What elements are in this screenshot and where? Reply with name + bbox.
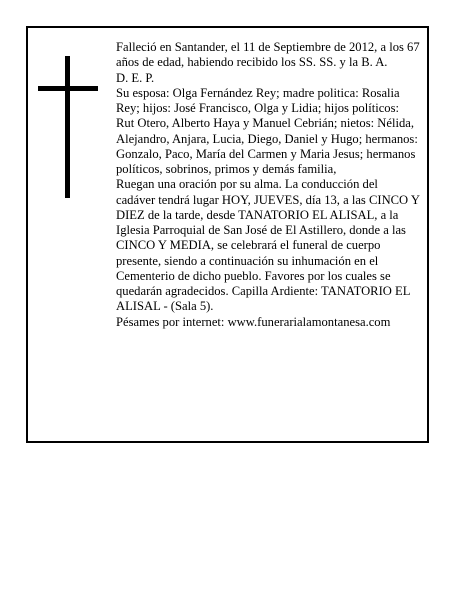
cross-vertical-bar <box>65 56 70 198</box>
cross-icon <box>38 56 98 198</box>
family-list: Su esposa: Olga Fernández Rey; madre politica: Rosalia Rey; hijos: José Francisco, Olga y Lidia; hijos políticos: Rut Otero, Alberto Haya y Manuel Cebrián; nietos: Nélida, Alejandro, Anjara, Lucia, Diego, Daniel y Hugo; hermanos: Gonzalo, Paco, María del Carmen y Maria Jesus; hermanos políticos, sobrinos, primos y demás familia, <box>116 85 418 176</box>
death-announcement: Falleció en Santander, el 11 de Septiembre de 2012, a los 67 años de edad, habiendo recibido los SS. SS. y la B. A. <box>116 40 420 70</box>
obituary-notice <box>26 26 429 443</box>
notice-text <box>116 40 420 330</box>
cross-horizontal-bar <box>38 86 98 91</box>
condolences-line: Pésames por internet: www.funerarialamontanesa.com <box>116 314 391 329</box>
rip-line: D. E. P. <box>116 70 155 85</box>
funeral-details: Ruegan una oración por su alma. La conducción del cadáver tendrá lugar HOY, JUEVES, día 13, a las CINCO Y DIEZ de la tarde, desde TANATORIO EL ALISAL, a la Iglesia Parroquial de San José de El Astillero, donde a las CINCO Y MEDIA, se celebrará el funeral de cuerpo presente, siendo a continuación su inhumación en el Cementerio de dicho pueblo. Favores por los cuales se quedarán agradecidos. Capilla Ardiente: TANATORIO EL ALISAL - (Sala 5). <box>116 177 420 314</box>
